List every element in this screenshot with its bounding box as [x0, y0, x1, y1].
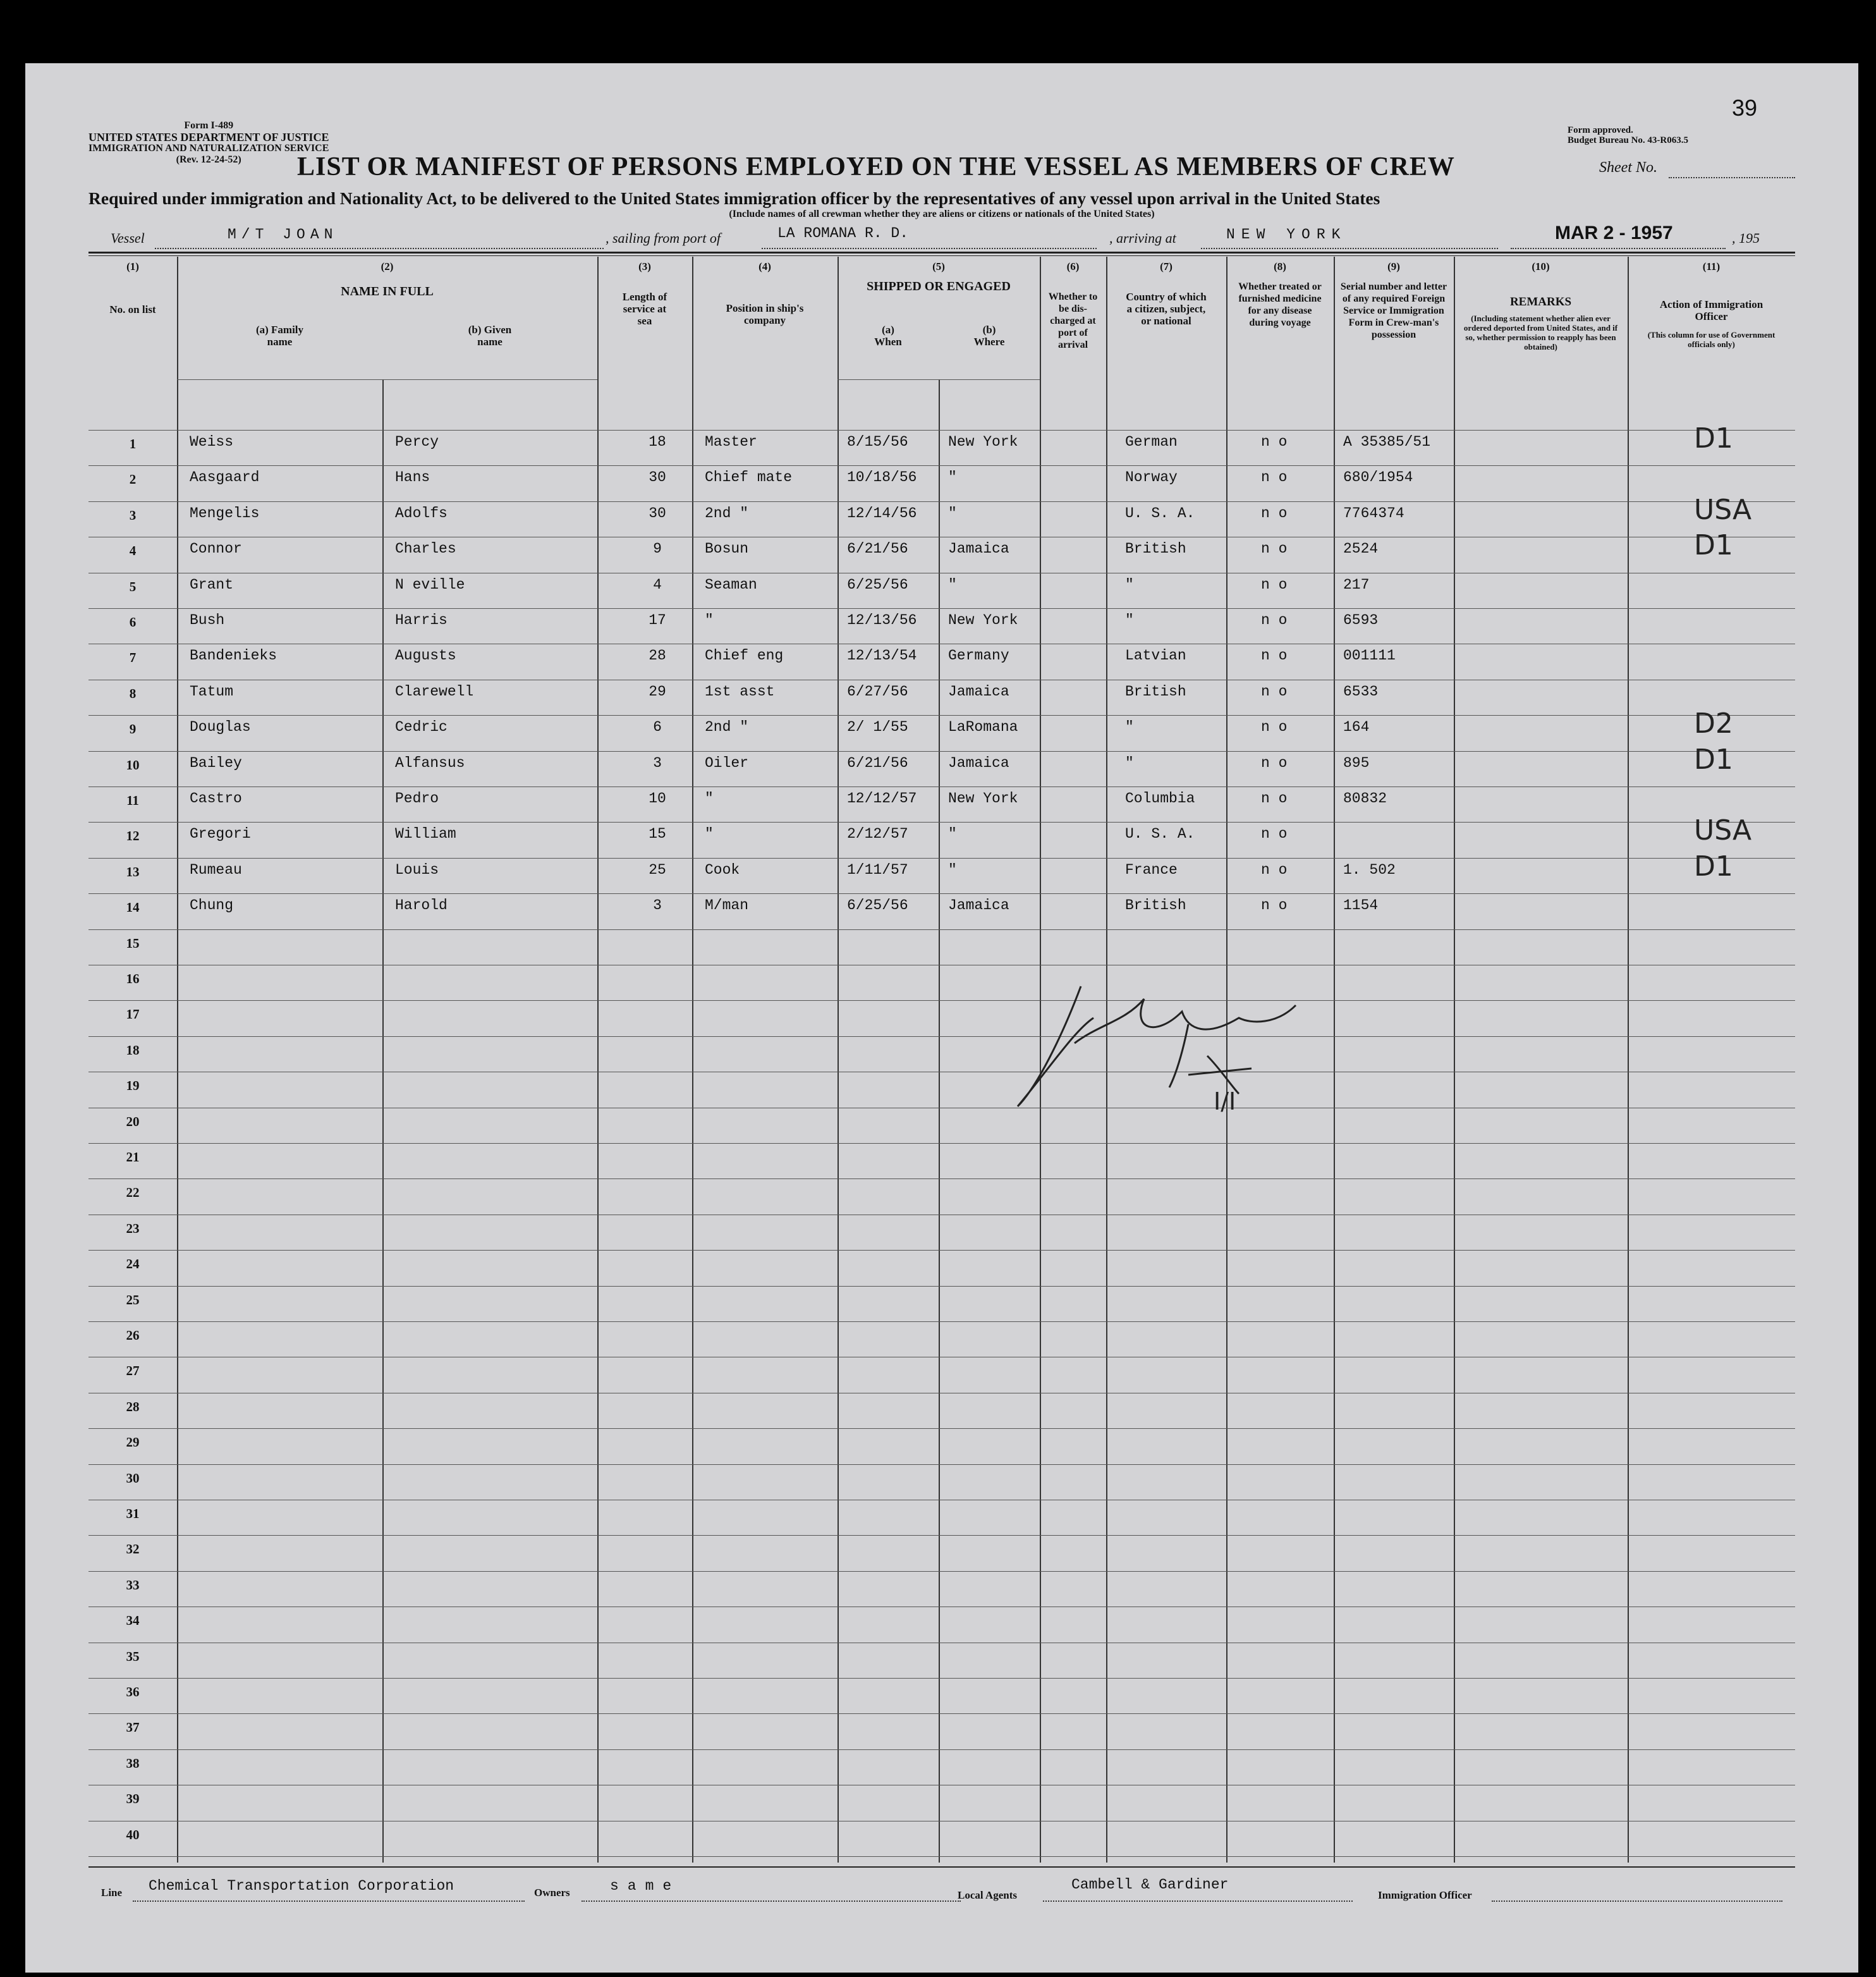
header-serial: Serial number and letter of any required Foreign Service or Immigration Form in Crew-man's possession [1340, 281, 1447, 340]
treated-cell: n o [1261, 754, 1288, 771]
serial-number-cell: 001111 [1343, 647, 1396, 664]
row-divider [88, 1178, 1795, 1179]
shipped-where-cell: " [948, 826, 957, 843]
position-cell: Seaman [705, 576, 757, 593]
shipped-when-cell: 12/13/56 [847, 612, 917, 628]
header-action: Action of Immigration Officer [1659, 298, 1763, 322]
shipped-where-cell: LaRomana [948, 719, 1018, 736]
column-number: (9) [1387, 260, 1400, 272]
family-name-cell: Tatum [190, 683, 234, 700]
name-header-divider [177, 379, 597, 380]
serial-number-cell: 2524 [1343, 541, 1379, 558]
length-of-service-cell: 9 [653, 541, 662, 558]
treated-cell: n o [1261, 897, 1288, 914]
family-name-cell: Castro [190, 790, 242, 807]
country-cell: British [1125, 683, 1186, 700]
row-divider [88, 929, 1795, 930]
column-divider [939, 379, 940, 1863]
length-of-service-cell: 3 [653, 754, 662, 771]
shipped-when-cell: 6/21/56 [847, 754, 908, 771]
local-agents-value: Cambell & Gardiner [1071, 1876, 1229, 1893]
header-remarks: REMARKS [1509, 295, 1572, 309]
agents-field-line [1043, 1900, 1353, 1902]
shipped-header-divider [838, 379, 1040, 380]
column-number: (1) [126, 260, 139, 272]
column-divider [692, 257, 693, 1863]
header-where: (b) Where [973, 324, 1005, 348]
line-value: Chemical Transportation Corporation [149, 1878, 454, 1894]
row-number: 37 [126, 1720, 140, 1735]
row-divider [88, 715, 1795, 716]
position-cell: M/man [705, 897, 749, 914]
row-divider [88, 501, 1795, 502]
officer-action-mark: USA [1694, 493, 1752, 526]
treated-cell: n o [1261, 505, 1288, 522]
header-no-on-list: No. on list [109, 303, 156, 315]
shipped-when-cell: 2/12/57 [847, 826, 908, 843]
length-of-service-cell: 15 [649, 826, 666, 843]
vessel-label: Vessel [111, 230, 145, 246]
include-note: (Include names of all crewman whether they are aliens or citizens or nationals of the United States) [729, 209, 1155, 219]
shipped-where-cell: Germany [948, 647, 1009, 664]
row-divider [88, 608, 1795, 609]
position-cell: Cook [705, 861, 740, 878]
given-name-cell: William [395, 826, 456, 843]
family-name-cell: Bush [190, 612, 225, 628]
treated-cell: n o [1261, 683, 1288, 700]
length-of-service-cell: 25 [649, 861, 666, 878]
country-cell: U. S. A. [1125, 505, 1195, 522]
row-number: 10 [126, 757, 140, 773]
length-of-service-cell: 30 [649, 505, 666, 522]
row-number: 12 [126, 828, 140, 844]
row-number: 3 [129, 507, 137, 523]
row-number: 38 [126, 1755, 140, 1771]
length-of-service-cell: 6 [653, 719, 662, 736]
row-number: 39 [126, 1791, 140, 1807]
owners-label: Owners [534, 1887, 570, 1899]
serial-number-cell: 895 [1343, 754, 1370, 771]
owners-field-line [582, 1900, 961, 1902]
country-cell: British [1125, 541, 1186, 558]
column-divider [838, 257, 839, 1863]
bottom-rule [88, 1866, 1795, 1868]
row-number: 32 [126, 1541, 140, 1557]
shipped-when-cell: 12/13/54 [847, 647, 917, 664]
arrival-date-stamp: MAR 2 - 1957 [1555, 223, 1673, 243]
row-number: 4 [129, 543, 137, 559]
serial-number-cell: 217 [1343, 576, 1370, 593]
family-name-cell: Connor [190, 541, 242, 558]
shipped-where-cell: " [948, 861, 957, 878]
position-cell: Bosun [705, 541, 749, 558]
row-number: 33 [126, 1577, 140, 1593]
shipped-where-cell: " [948, 505, 957, 522]
country-cell: U. S. A. [1125, 826, 1195, 843]
treated-cell: n o [1261, 541, 1288, 558]
shipped-when-cell: 2/ 1/55 [847, 719, 908, 736]
arriving-field-line [1201, 248, 1498, 249]
sailing-label: , sailing from port of [606, 230, 721, 246]
treated-cell: n o [1261, 719, 1288, 736]
header-discharged: Whether to be dis-charged at port of arrival [1048, 291, 1098, 350]
form-approved [1568, 125, 1688, 145]
position-cell: 1st asst [705, 683, 775, 700]
signature-initials: I/I [1214, 1087, 1236, 1115]
shipped-where-cell: " [948, 469, 957, 486]
row-divider [88, 1535, 1795, 1536]
row-number: 17 [126, 1007, 140, 1022]
shipped-when-cell: 1/11/57 [847, 861, 908, 878]
page-number: 39 [1732, 95, 1758, 121]
column-number: (3) [638, 260, 651, 272]
header-length-of-service: Length of service at sea [622, 291, 667, 327]
given-name-cell: Percy [395, 434, 439, 450]
family-name-cell: Bandenieks [190, 647, 277, 664]
header-treated: Whether treated or furnished medicine for any disease during voyage [1238, 281, 1322, 328]
shipped-when-cell: 6/21/56 [847, 541, 908, 558]
row-number: 2 [129, 472, 137, 487]
treated-cell: n o [1261, 434, 1288, 450]
column-number: (10) [1532, 260, 1550, 272]
column-number: (6) [1066, 260, 1080, 272]
treated-cell: n o [1261, 647, 1288, 664]
column-number: (5) [932, 260, 945, 272]
length-of-service-cell: 4 [653, 576, 662, 593]
row-number: 6 [129, 615, 137, 630]
column-number: (8) [1274, 260, 1286, 272]
sheet-no-label: Sheet No. [1599, 159, 1657, 176]
row-divider [88, 1571, 1795, 1572]
row-number: 9 [129, 721, 137, 737]
header-position: Position in ship's company [726, 302, 804, 326]
column-divider [597, 257, 599, 1863]
sailing-port: LA ROMANA R. D. [777, 225, 909, 242]
header-when: (a) When [874, 324, 902, 348]
vessel-name: M/T JOAN [228, 226, 338, 243]
serial-number-cell: 1154 [1343, 897, 1379, 914]
row-divider [88, 1678, 1795, 1679]
header-name-in-full: NAME IN FULL [341, 285, 434, 298]
serial-number-cell: 6533 [1343, 683, 1379, 700]
line-label: Line [101, 1887, 123, 1899]
shipped-when-cell: 10/18/56 [847, 469, 917, 486]
shipped-where-cell: Jamaica [948, 754, 1009, 771]
header-family-name: (a) Family name [255, 324, 304, 348]
family-name-cell: Mengelis [190, 505, 260, 522]
column-number: (4) [758, 260, 771, 272]
inspector-signature [999, 961, 1353, 1125]
given-name-cell: Charles [395, 541, 456, 558]
officer-field-line [1492, 1900, 1782, 1902]
family-name-cell: Bailey [190, 754, 242, 771]
officer-action-mark: D1 [1694, 850, 1733, 883]
country-cell: France [1125, 861, 1178, 878]
arriving-port: NEW YORK [1226, 226, 1347, 243]
row-divider [88, 822, 1795, 823]
serial-number-cell: 680/1954 [1343, 469, 1413, 486]
column-divider [1628, 257, 1629, 1863]
row-number: 31 [126, 1506, 140, 1521]
row-divider [88, 858, 1795, 859]
row-number: 16 [126, 971, 140, 986]
position-cell: 2nd " [705, 505, 749, 522]
header-shipped-engaged: SHIPPED OR ENGAGED [867, 279, 1011, 293]
family-name-cell: Weiss [190, 434, 234, 450]
immigration-officer-label: Immigration Officer [1378, 1889, 1472, 1901]
row-divider [88, 1321, 1795, 1322]
officer-action-mark: D2 [1694, 707, 1733, 740]
header-action-note: (This column for use of Government officials only) [1647, 330, 1776, 349]
sheet-no-field [1669, 177, 1795, 178]
serial-number-cell: 80832 [1343, 790, 1387, 807]
length-of-service-cell: 30 [649, 469, 666, 486]
header-remarks-note: (Including statement whether alien ever ordered deported from United States, and if so, whether permission to reapply has been obtained) [1463, 314, 1618, 352]
treated-cell: n o [1261, 826, 1288, 843]
shipped-when-cell: 8/15/56 [847, 434, 908, 450]
position-cell: Chief eng [705, 647, 784, 664]
shipped-when-cell: 6/25/56 [847, 576, 908, 593]
row-divider [88, 1428, 1795, 1429]
row-divider [88, 430, 1795, 431]
position-cell: 2nd " [705, 719, 749, 736]
family-name-cell: Aasgaard [190, 469, 260, 486]
shipped-where-cell: Jamaica [948, 683, 1009, 700]
shipped-when-cell: 6/27/56 [847, 683, 908, 700]
row-number: 24 [126, 1256, 140, 1272]
shipped-when-cell: 12/14/56 [847, 505, 917, 522]
shipped-when-cell: 6/25/56 [847, 897, 908, 914]
given-name-cell: Hans [395, 469, 430, 486]
revision: (Rev. 12-24-52) [176, 154, 241, 165]
row-number: 5 [129, 578, 137, 594]
length-of-service-cell: 3 [653, 897, 662, 914]
row-number: 1 [129, 436, 137, 451]
row-divider [88, 751, 1795, 752]
serial-number-cell: A 35385/51 [1343, 434, 1431, 450]
country-cell: " [1125, 754, 1134, 771]
row-divider [88, 1749, 1795, 1750]
row-number: 29 [126, 1435, 140, 1450]
officer-action-mark: USA [1694, 814, 1752, 847]
row-number: 8 [129, 685, 137, 701]
row-number: 14 [126, 900, 140, 915]
position-cell: " [705, 612, 714, 628]
row-divider [88, 1143, 1795, 1144]
column-number: (2) [381, 260, 394, 272]
row-number: 18 [126, 1042, 140, 1058]
treated-cell: n o [1261, 861, 1288, 878]
date-field-line [1511, 248, 1726, 249]
row-divider [88, 1713, 1795, 1714]
row-number: 35 [126, 1648, 140, 1664]
family-name-cell: Gregori [190, 826, 251, 843]
country-cell: " [1125, 576, 1134, 593]
service: IMMIGRATION AND NATURALIZATION SERVICE [88, 143, 329, 154]
family-name-cell: Grant [190, 576, 234, 593]
row-number: 36 [126, 1684, 140, 1699]
row-number: 40 [126, 1827, 140, 1842]
arriving-label: , arriving at [1109, 230, 1176, 246]
row-number: 21 [126, 1149, 140, 1165]
column-number: (7) [1160, 260, 1172, 272]
shipped-where-cell: Jamaica [948, 897, 1009, 914]
column-divider [177, 257, 178, 1863]
country-cell: Latvian [1125, 647, 1186, 664]
column-number: (11) [1702, 260, 1721, 272]
officer-action-mark: D1 [1694, 529, 1733, 562]
position-cell: Master [705, 434, 757, 450]
manifest-sheet [25, 63, 1858, 1973]
row-number: 26 [126, 1328, 140, 1343]
vessel-field-line [155, 248, 604, 249]
given-name-cell: Harold [395, 897, 448, 914]
row-divider [88, 465, 1795, 466]
row-number: 15 [126, 935, 140, 951]
family-name-cell: Chung [190, 897, 234, 914]
top-rule [88, 252, 1795, 254]
length-of-service-cell: 29 [649, 683, 666, 700]
required-statement: Required under immigration and Nationality Act, to be delivered to the United States immigration officer by the representatives of any vessel upon arrival in the United States [88, 188, 1380, 208]
row-divider [88, 1464, 1795, 1465]
given-name-cell: Pedro [395, 790, 439, 807]
local-agents-label: Local Agents [958, 1889, 1017, 1901]
treated-cell: n o [1261, 612, 1288, 628]
position-cell: Chief mate [705, 469, 793, 486]
shipped-where-cell: New York [948, 434, 1018, 450]
country-cell: Norway [1125, 469, 1178, 486]
length-of-service-cell: 28 [649, 647, 666, 664]
length-of-service-cell: 17 [649, 612, 666, 628]
page-title: LIST OR MANIFEST OF PERSONS EMPLOYED ON THE VESSEL AS MEMBERS OF CREW [297, 152, 1455, 181]
department: UNITED STATES DEPARTMENT OF JUSTICE [88, 131, 329, 144]
row-number: 11 [126, 793, 139, 808]
row-number: 25 [126, 1292, 140, 1307]
row-divider [88, 893, 1795, 894]
column-divider [382, 379, 384, 1863]
row-number: 30 [126, 1470, 140, 1486]
treated-cell: n o [1261, 469, 1288, 486]
header-country: Country of which a citizen, subject, or national [1126, 291, 1207, 327]
country-cell: German [1125, 434, 1178, 450]
row-divider [88, 1286, 1795, 1287]
shipped-where-cell: Jamaica [948, 541, 1009, 558]
position-cell: Oiler [705, 754, 749, 771]
given-name-cell: Harris [395, 612, 448, 628]
length-of-service-cell: 10 [649, 790, 666, 807]
row-number: 27 [126, 1363, 140, 1379]
shipped-where-cell: New York [948, 612, 1018, 628]
treated-cell: n o [1261, 576, 1288, 593]
row-divider [88, 1000, 1795, 1001]
header-given-name: (b) Given name [468, 324, 512, 348]
treated-cell: n o [1261, 790, 1288, 807]
row-number: 34 [126, 1613, 140, 1629]
officer-action-mark: D1 [1694, 422, 1733, 455]
port-field-line [762, 248, 1097, 249]
position-cell: " [705, 826, 714, 843]
row-divider [88, 1036, 1795, 1037]
row-number: 22 [126, 1185, 140, 1201]
shipped-where-cell: " [948, 576, 957, 593]
row-number: 20 [126, 1113, 140, 1129]
row-divider [88, 1250, 1795, 1251]
given-name-cell: Cedric [395, 719, 448, 736]
country-cell: " [1125, 719, 1134, 736]
serial-number-cell: 1. 502 [1343, 861, 1396, 878]
budget-bureau: Budget Bureau No. 43-R063.5 [1568, 135, 1688, 145]
length-of-service-cell: 18 [649, 434, 666, 450]
form-number: Form I-489 [184, 120, 234, 131]
approved-label: Form approved. [1568, 125, 1633, 135]
family-name-cell: Douglas [190, 719, 251, 736]
given-name-cell: Clarewell [395, 683, 474, 700]
year-suffix: , 195 [1732, 230, 1760, 246]
column-divider [1454, 257, 1455, 1863]
given-name-cell: Louis [395, 861, 439, 878]
row-number: 19 [126, 1078, 140, 1094]
line-field-line [133, 1900, 525, 1902]
form-reference [88, 120, 329, 166]
row-divider [88, 1856, 1795, 1857]
row-number: 7 [129, 650, 137, 666]
officer-action-mark: D1 [1694, 743, 1733, 776]
position-cell: " [705, 790, 714, 807]
family-name-cell: Rumeau [190, 861, 242, 878]
serial-number-cell: 7764374 [1343, 505, 1404, 522]
row-number: 13 [126, 864, 140, 879]
owners-value: same [610, 1878, 681, 1894]
country-cell: British [1125, 897, 1186, 914]
country-cell: Columbia [1125, 790, 1195, 807]
row-number: 28 [126, 1399, 140, 1414]
row-number: 23 [126, 1220, 140, 1236]
shipped-when-cell: 12/12/57 [847, 790, 917, 807]
given-name-cell: Adolfs [395, 505, 448, 522]
given-name-cell: Alfansus [395, 754, 465, 771]
given-name-cell: Augusts [395, 647, 456, 664]
serial-number-cell: 164 [1343, 719, 1370, 736]
given-name-cell: N eville [395, 576, 465, 593]
country-cell: " [1125, 612, 1134, 628]
top-rule-thin [88, 255, 1795, 256]
shipped-where-cell: New York [948, 790, 1018, 807]
serial-number-cell: 6593 [1343, 612, 1379, 628]
